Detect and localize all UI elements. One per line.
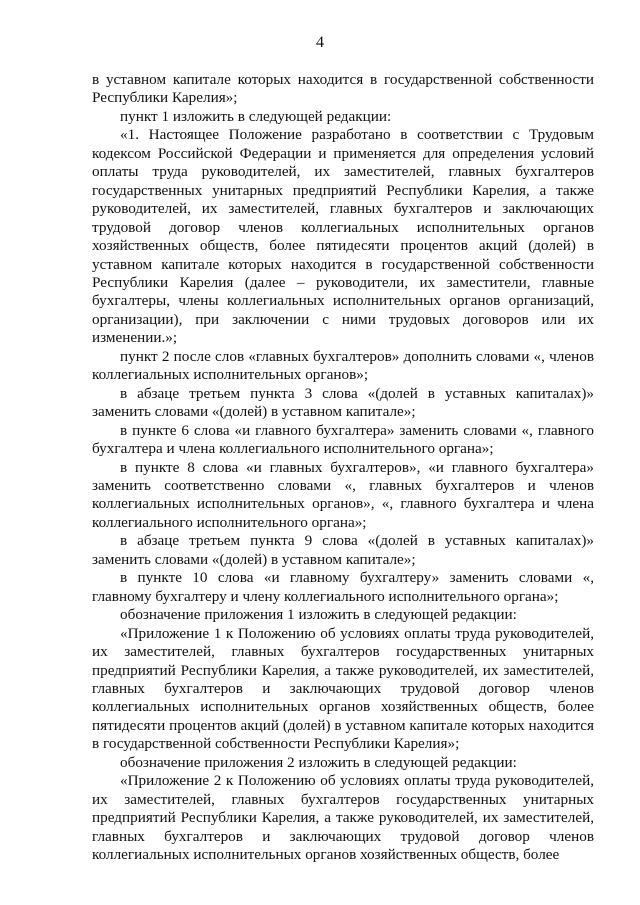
paragraph-appendix-2-text: «Приложение 2 к Положению об условиях оплаты труда руководителей, их заместителей, главных бухгалтеров государственных унитарных предприятий Республики Карелия, а также руководителей, их заместителей, главных бухгалтеров и заключающих трудовой договор членов коллегиальных исполнительных органов хозяйственных обществ, более (92, 772, 594, 864)
paragraph-point-1-text: «1. Настоящее Положение разработано в соответствии с Трудовым кодексом Российской Федерации и применяется для определения условий оплаты труда руководителей, их заместителей, главных бухгалтеров государственных унитарных предприятий Республики Карелия, а также руководителей, их заместителей, главных бухгалтеров и заключающих трудовой договор членов коллегиальных исполнительных органов хозяйственных обществ, более пятидесяти процентов акций (долей) в уставном капитале которых находится в государственной собственности Республики Карелия (далее – руководители, их заместители, главные бухгалтеры, члены коллегиальных исполнительных органов организаций, организации), при заключении с ними трудовых договоров или их изменении.»; (92, 126, 594, 347)
paragraph-amend-point-2: пункт 2 после слов «главных бухгалтеров» дополнить словами «, членов коллегиальных исполнительных органов»; (92, 347, 594, 384)
document-body (92, 71, 594, 864)
paragraph-amend-point-10: в пункте 10 слова «и главному бухгалтеру» заменить словами «, главному бухгалтеру и члену коллегиального исполнительного органа»; (92, 569, 594, 605)
page-number: 4 (316, 34, 324, 51)
paragraph-appendix-1-text: «Приложение 1 к Положению об условиях оплаты труда руководителей, их заместителей, главных бухгалтеров государственных унитарных предприятий Республики Карелия, а также руководителей, их заместителей, главных бухгалтеров и заключающих трудовой договор членов коллегиальных исполнительных органов хозяйственных обществ, более пятидесяти процентов акций (долей) в уставном капитале которых находится в государственной собственности Республики Карелия»; (92, 624, 594, 753)
paragraph-appendix-1-heading: обозначение приложения 1 изложить в следующей редакции: (120, 606, 517, 624)
paragraph-amend-point-6: в пункте 6 слова «и главного бухгалтера» заменить словами «, главного бухгалтера и члена коллегиального исполнительного органа»; (92, 421, 594, 458)
paragraph-amend-point-9: в абзаце третьем пункта 9 слова «(долей в уставных капиталах)» заменить словами «(долей) в уставном капитале»; (92, 532, 594, 568)
paragraph-amend-point-3: в абзаце третьем пункта 3 слова «(долей в уставных капиталах)» заменить словами «(долей) в уставном капитале»; (92, 384, 594, 421)
paragraph-appendix-2-heading: обозначение приложения 2 изложить в следующей редакции: (120, 753, 517, 771)
paragraph-amend-point-8: в пункте 8 слова «и главных бухгалтеров», «и главного бухгалтера» заменить соответственно словами «, главных бухгалтеров и членов коллегиальных исполнительных органов», «, главного бухгалтера и члена коллегиального исполнительного органа»; (92, 458, 594, 531)
paragraph-continuation: в уставном капитале которых находится в государственной собственности Республики Карелия»; (92, 71, 594, 107)
paragraph-amend-point-1: пункт 1 изложить в следующей редакции: (120, 107, 392, 125)
